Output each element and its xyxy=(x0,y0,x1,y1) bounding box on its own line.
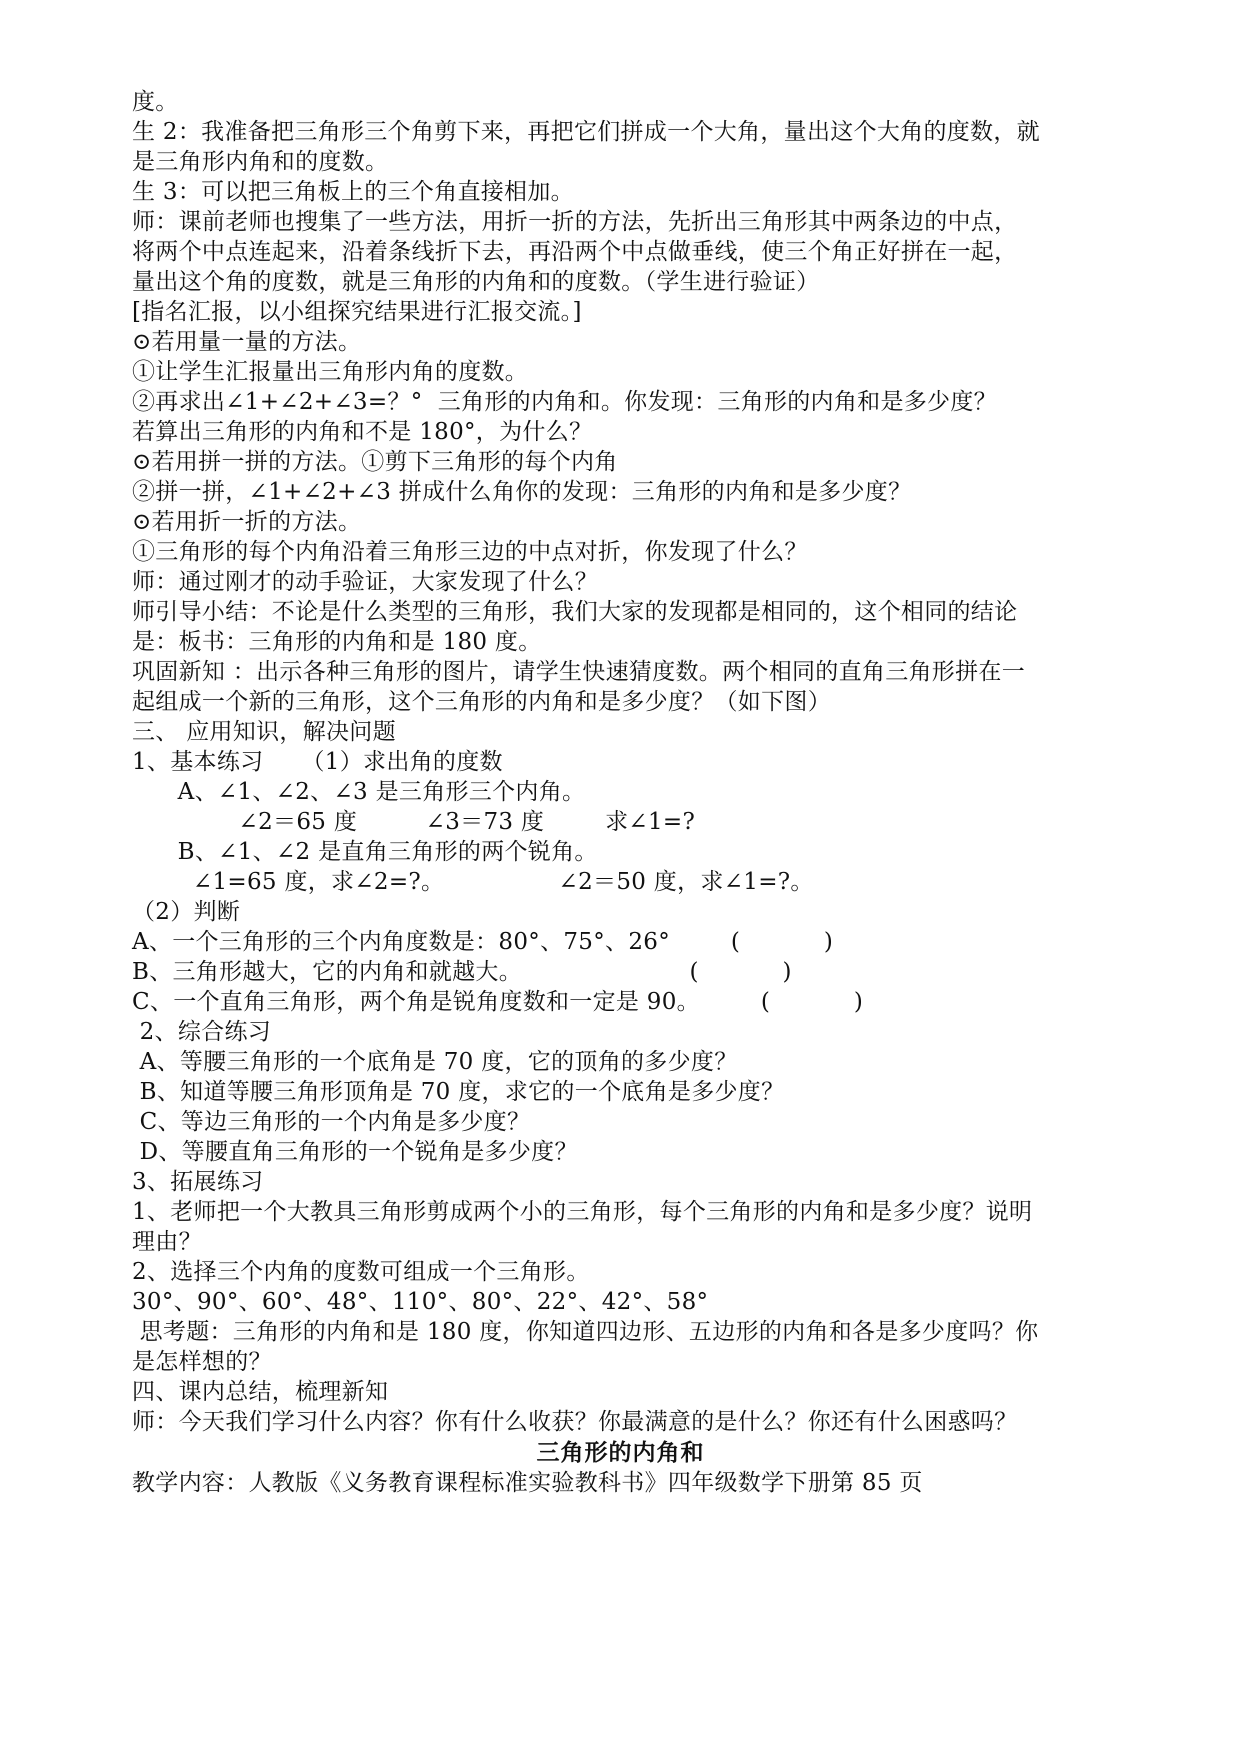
text-line: 是怎样想的？ xyxy=(132,1349,272,1375)
text-line: C、等边三角形的一个内角是多少度？ xyxy=(132,1109,531,1135)
text-line: 生 3：可以把三角板上的三个角直接相加。 xyxy=(132,179,574,205)
text-line: 思考题：三角形的内角和是 180 度，你知道四边形、五边形的内角和各是多少度吗？你 xyxy=(132,1319,1039,1345)
text-line: 量出这个角的度数，就是三角形的内角和的度数。（学生进行验证） xyxy=(132,269,820,295)
text-line: 2、选择三个内角的度数可组成一个三角形。 xyxy=(132,1259,590,1285)
text-line: 四、课内总结，梳理新知 xyxy=(132,1379,389,1405)
text-line: 是：板书：三角形的内角和是 180 度。 xyxy=(132,629,542,655)
text-line: A、∠1、∠2、∠3 是三角形三个内角。 xyxy=(132,779,586,805)
text-line: 师：今天我们学习什么内容？你有什么收获？你最满意的是什么？你还有什么困惑吗？ xyxy=(132,1409,1018,1435)
text-line: ⊙若用拼一拼的方法。①剪下三角形的每个内角 xyxy=(132,449,618,475)
text-line: ①让学生汇报量出三角形内角的度数。 xyxy=(132,359,529,385)
text-line: 起组成一个新的三角形，这个三角形的内角和是多少度？（如下图） xyxy=(132,689,831,715)
teaching-content-line: 教学内容：人教版《义务教育课程标准实验教科书》四年级数学下册第 85 页 xyxy=(132,1470,923,1496)
text-line: 师：课前老师也搜集了一些方法，用折一折的方法，先折出三角形其中两条边的中点， xyxy=(132,209,1018,235)
text-line: （2）判断 xyxy=(132,899,241,925)
text-line: 是三角形内角和的度数。 xyxy=(132,149,389,175)
text-line: 将两个中点连起来，沿着条线折下去，再沿两个中点做垂线，使三个角正好拼在一起， xyxy=(132,239,1018,265)
text-line: A、等腰三角形的一个底角是 70 度，它的顶角的多少度？ xyxy=(132,1049,738,1075)
text-line: A、一个三角形的三个内角度数是：80°、75°、26° ( ) xyxy=(132,929,834,955)
text-line: C、一个直角三角形，两个角是锐角度数和一定是 90。 ( ) xyxy=(132,989,864,1015)
text-line: 生 2：我准备把三角形三个角剪下来，再把它们拼成一个大角，量出这个大角的度数，就 xyxy=(132,119,1040,145)
text-line: ∠1=65 度，求∠2=?。 ∠2＝50 度，求∠1=?。 xyxy=(132,869,814,895)
text-line: 若算出三角形的内角和不是 180°，为什么？ xyxy=(132,419,593,445)
text-line: [指名汇报，以小组探究结果进行汇报交流。] xyxy=(132,299,582,325)
text-line: ②再求出∠1+∠2+∠3=？° 三角形的内角和。你发现：三角形的内角和是多少度？ xyxy=(132,389,997,415)
text-line: 度。 xyxy=(132,89,179,115)
text-line: B、知道等腰三角形顶角是 70 度，求它的一个底角是多少度？ xyxy=(132,1079,785,1105)
text-line: ②拼一拼，∠1+∠2+∠3 拼成什么角你的发现：三角形的内角和是多少度？ xyxy=(132,479,912,505)
text-line: B、三角形越大，它的内角和就越大。 ( ) xyxy=(132,959,792,985)
text-line: 巩固新知 ：出示各种三角形的图片，请学生快速猜度数。两个相同的直角三角形拼在一 xyxy=(132,659,1026,685)
text-line: 三、 应用知识，解决问题 xyxy=(132,719,396,745)
text-line: 理由？ xyxy=(132,1229,202,1255)
text-line: ⊙若用折一折的方法。 xyxy=(132,509,362,535)
text-line: 30°、90°、60°、48°、110°、80°、22°、42°、58° xyxy=(132,1289,709,1315)
text-line: ①三角形的每个内角沿着三角形三边的中点对折，你发现了什么？ xyxy=(132,539,808,565)
section-title: 三角形的内角和 xyxy=(536,1440,705,1466)
text-line: 3、拓展练习 xyxy=(132,1169,264,1195)
text-line: 师引导小结：不论是什么类型的三角形，我们大家的发现都是相同的，这个相同的结论 xyxy=(132,599,1018,625)
text-line: 1、老师把一个大教具三角形剪成两个小的三角形，每个三角形的内角和是多少度？说明 xyxy=(132,1199,1033,1225)
text-line: ∠2＝65 度 ∠3＝73 度 求∠1=? xyxy=(132,809,696,835)
text-line: 1、基本练习 （1）求出角的度数 xyxy=(132,749,503,775)
text-line: D、等腰直角三角形的一个锐角是多少度？ xyxy=(132,1139,578,1165)
text-line: ⊙若用量一量的方法。 xyxy=(132,329,362,355)
text-line: B、∠1、∠2 是直角三角形的两个锐角。 xyxy=(132,839,598,865)
text-line: 师：通过刚才的动手验证，大家发现了什么？ xyxy=(132,569,598,595)
text-line: 2、综合练习 xyxy=(132,1019,272,1045)
